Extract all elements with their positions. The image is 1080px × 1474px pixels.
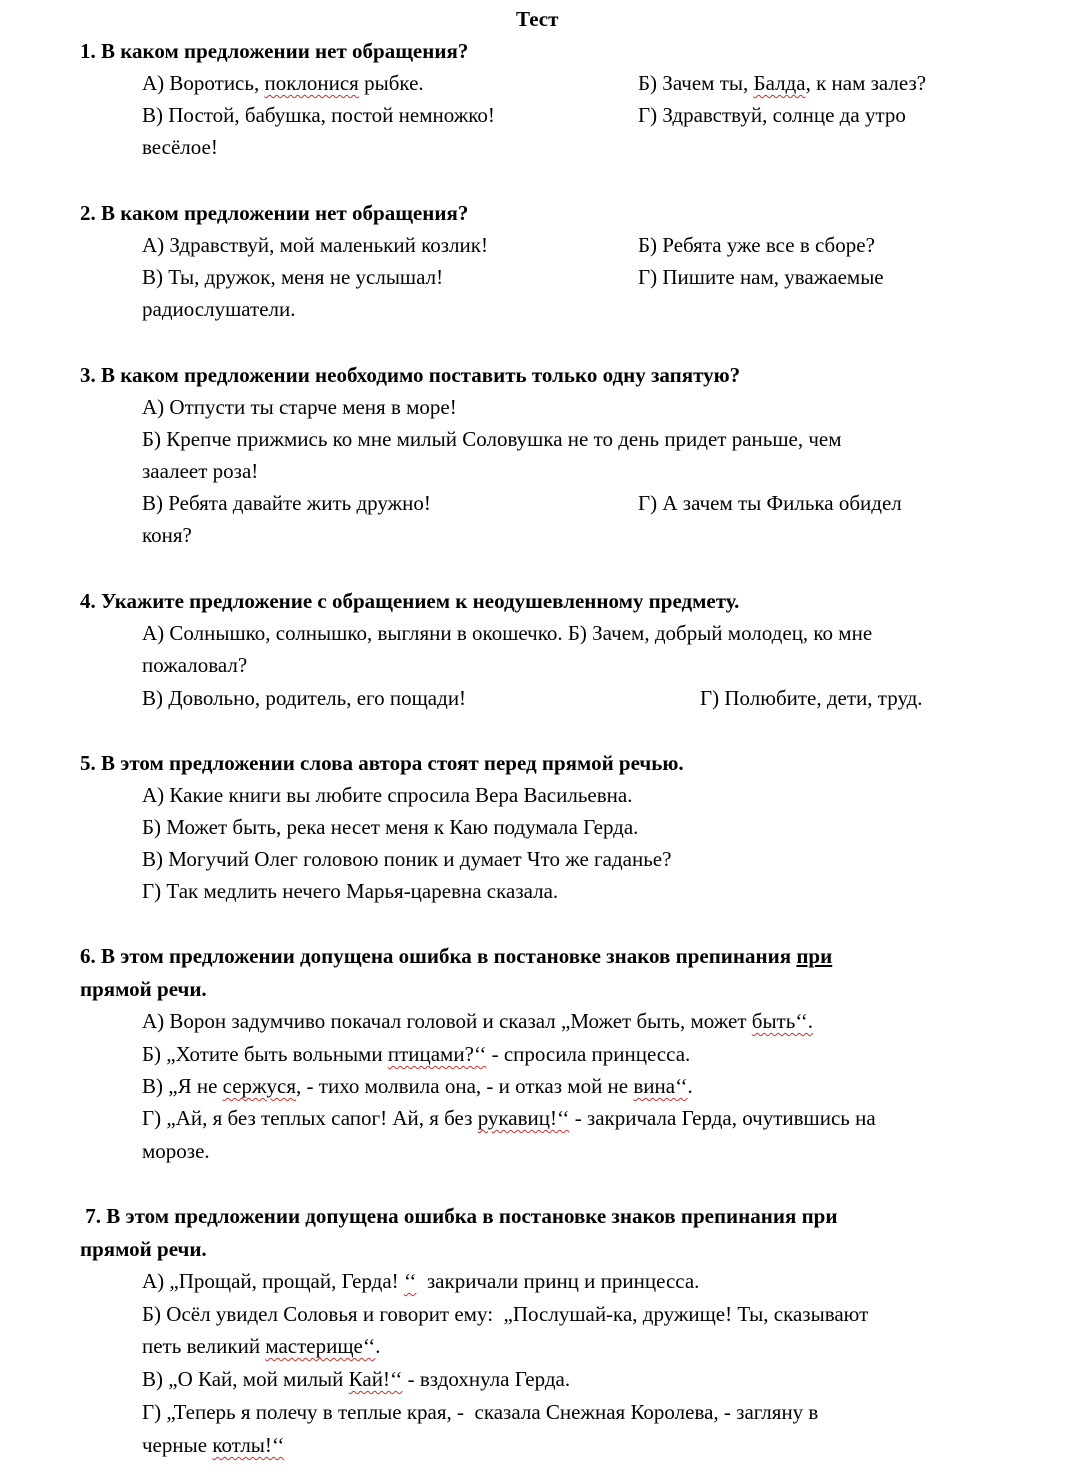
- q3-option-a: А) Отпусти ты старче меня в море!: [142, 395, 457, 419]
- question-1: 1. В каком предложении нет обращения?: [80, 39, 469, 63]
- q4-option-v: В) Довольно, родитель, его пощади!: [142, 686, 467, 710]
- q1-option-b: Б) Зачем ты, Балда, к нам залез?: [638, 71, 927, 95]
- q2-option-b: Б) Ребята уже все в сборе?: [638, 233, 875, 257]
- q6-option-v: В) „Я не сержуся, - тихо молвила она, - и отказ мой не вина‘‘.: [142, 1074, 693, 1098]
- question-5: 5. В этом предложении слова автора стоят перед прямой речью.: [80, 751, 684, 775]
- q2-option-a: А) Здравствуй, мой маленький козлик!: [142, 233, 488, 257]
- q5-option-v: В) Могучий Олег головою поник и думает Что же гаданье?: [142, 847, 672, 871]
- q5-option-g: Г) Так медлить нечего Марья-царевна сказала.: [142, 879, 559, 903]
- q5-option-b: Б) Может быть, река несет меня к Каю подумала Герда.: [142, 815, 639, 839]
- question-7-cont: прямой речи.: [80, 1237, 207, 1261]
- question-4: 4. Укажите предложение с обращением к неодушевленному предмету.: [80, 589, 740, 613]
- q6-option-b: Б) „Хотите быть вольными птицами?‘‘ - спросила принцесса.: [142, 1042, 691, 1066]
- q7-option-g-cont: черные котлы!‘‘: [142, 1433, 285, 1457]
- question-2: 2. В каком предложении нет обращения?: [80, 201, 469, 225]
- page-title: Тест: [516, 7, 559, 31]
- q3-option-g: Г) А зачем ты Филька обидел: [638, 491, 902, 515]
- question-6-cont: прямой речи.: [80, 977, 207, 1001]
- q1-option-a: А) Воротись, поклонися рыбке.: [142, 71, 424, 95]
- q6-option-a: А) Ворон задумчиво покачал головой и сказал „Может быть, может быть‘‘.: [142, 1009, 813, 1033]
- q3-option-b: Б) Крепче прижмись ко мне милый Соловушка не то день придет раньше, чем: [142, 427, 842, 451]
- q3-option-b-cont: заалеет роза!: [142, 459, 259, 483]
- question-7: 7. В этом предложении допущена ошибка в постановке знаков препинания при: [80, 1204, 838, 1228]
- q4-option-a-b: А) Солнышко, солнышко, выгляни в окошечко. Б) Зачем, добрый молодец, ко мне: [142, 621, 873, 645]
- q3-option-v: В) Ребята давайте жить дружно!: [142, 491, 431, 515]
- q7-option-b: Б) Осёл увидел Соловья и говорит ему: „Послушай-ка, дружище! Ты, сказывают: [142, 1302, 869, 1326]
- q6-option-g: Г) „Ай, я без теплых сапог! Ай, я без рукавиц!‘‘ - закричала Герда, очутившись на: [142, 1106, 876, 1130]
- q6-option-g-cont: морозе.: [142, 1139, 210, 1163]
- q7-option-g: Г) „Теперь я полечу в теплые края, - сказала Снежная Королева, - загляну в: [142, 1400, 819, 1424]
- q2-option-g-cont: радиослушатели.: [142, 297, 296, 321]
- q4-option-b-cont: пожаловал?: [142, 653, 248, 677]
- q7-option-a: А) „Прощай, прощай, Герда! ‘‘ закричали принц и принцесса.: [142, 1269, 700, 1293]
- q1-option-g-cont: весёлое!: [142, 135, 218, 159]
- q7-option-b-cont: петь великий мастерище‘‘.: [142, 1334, 381, 1358]
- q7-option-v: В) „О Кай, мой милый Кай!‘‘ - вздохнула Герда.: [142, 1367, 571, 1391]
- q1-option-g: Г) Здравствуй, солнце да утро: [638, 103, 906, 127]
- question-6: 6. В этом предложении допущена ошибка в постановке знаков препинания при: [80, 944, 833, 968]
- q3-option-g-cont: коня?: [142, 523, 192, 547]
- q1-option-v: В) Постой, бабушка, постой немножко!: [142, 103, 495, 127]
- q4-option-g: Г) Полюбите, дети, труд.: [700, 686, 923, 710]
- question-3: 3. В каком предложении необходимо поставить только одну запятую?: [80, 363, 741, 387]
- q2-option-v: В) Ты, дружок, меня не услышал!: [142, 265, 444, 289]
- q5-option-a: А) Какие книги вы любите спросила Вера Васильевна.: [142, 783, 633, 807]
- q2-option-g: Г) Пишите нам, уважаемые: [638, 265, 884, 289]
